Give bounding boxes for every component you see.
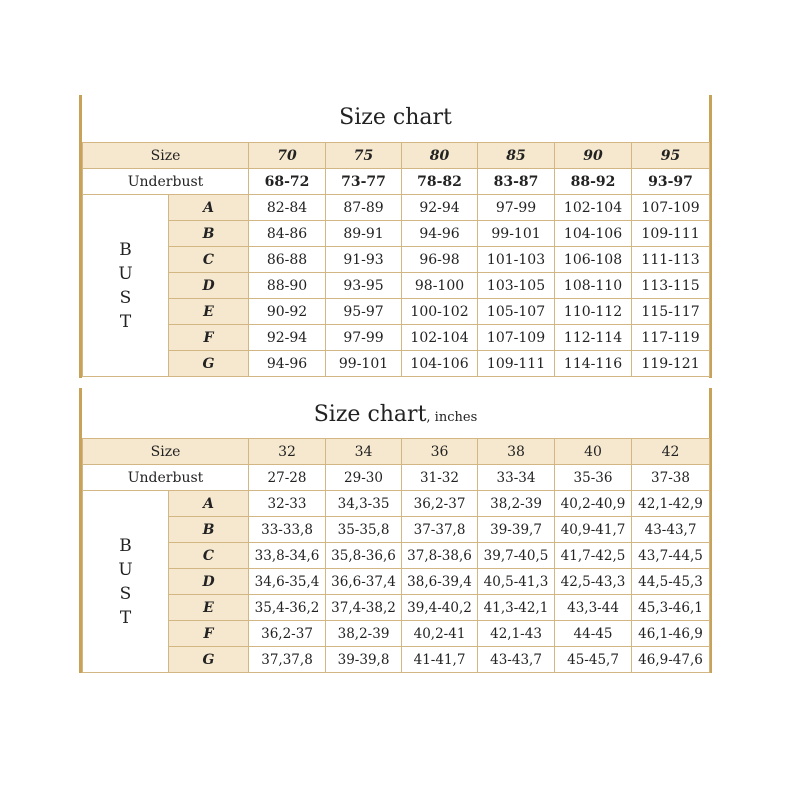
bust-value: 45,3-46,1 (632, 595, 710, 621)
bust-value: 43-43,7 (478, 647, 555, 673)
bust-row (83, 647, 710, 673)
bust-value: 42,1-42,9 (632, 491, 710, 517)
bust-value: 114-116 (555, 351, 632, 377)
size-value: 90 (555, 143, 632, 169)
bust-value: 106-108 (555, 247, 632, 273)
underbust-value: 31-32 (402, 465, 478, 491)
cup-label: F (169, 325, 249, 351)
bust-value: 103-105 (478, 273, 555, 299)
bust-value: 102-104 (402, 325, 478, 351)
size-table (82, 438, 710, 673)
bust-row (83, 595, 710, 621)
bust-value: 95-97 (326, 299, 402, 325)
bust-value: 104-106 (555, 221, 632, 247)
bust-value: 36,2-37 (402, 491, 478, 517)
bust-value: 112-114 (555, 325, 632, 351)
bust-letter: B (119, 239, 132, 260)
bust-value: 92-94 (249, 325, 326, 351)
cup-label: B (169, 221, 249, 247)
size-value: 80 (402, 143, 478, 169)
underbust-value: 78-82 (402, 169, 478, 195)
size-value: 40 (555, 439, 632, 465)
bust-value: 44-45 (555, 621, 632, 647)
bust-value: 97-99 (478, 195, 555, 221)
bust-value: 117-119 (632, 325, 710, 351)
size-label: Size (83, 143, 249, 169)
bust-value: 40,2-40,9 (555, 491, 632, 517)
underbust-label: Underbust (83, 465, 249, 491)
size-value: 38 (478, 439, 555, 465)
underbust-row (83, 169, 710, 195)
bust-value: 99-101 (478, 221, 555, 247)
bust-letter: S (119, 287, 132, 308)
underbust-value: 83-87 (478, 169, 555, 195)
bust-value: 37,8-38,6 (402, 543, 478, 569)
bust-value: 39-39,8 (326, 647, 402, 673)
cup-label: A (169, 195, 249, 221)
bust-value: 41-41,7 (402, 647, 478, 673)
bust-value: 107-109 (478, 325, 555, 351)
bust-value: 104-106 (402, 351, 478, 377)
bust-value: 39-39,7 (478, 517, 555, 543)
bust-letter: U (118, 559, 133, 580)
bust-value: 37,37,8 (249, 647, 326, 673)
bust-letter: U (118, 263, 133, 284)
bust-value: 92-94 (402, 195, 478, 221)
bust-value: 115-117 (632, 299, 710, 325)
bust-value: 110-112 (555, 299, 632, 325)
size-chart-cm (79, 95, 712, 378)
size-header-row (83, 439, 710, 465)
cup-label: E (169, 299, 249, 325)
bust-row (83, 569, 710, 595)
bust-value: 41,3-42,1 (478, 595, 555, 621)
bust-value: 87-89 (326, 195, 402, 221)
size-value: 42 (632, 439, 710, 465)
bust-value: 46,9-47,6 (632, 647, 710, 673)
bust-value: 94-96 (402, 221, 478, 247)
bust-value: 39,7-40,5 (478, 543, 555, 569)
bust-value: 109-111 (478, 351, 555, 377)
bust-value: 100-102 (402, 299, 478, 325)
size-value: 75 (326, 143, 402, 169)
underbust-value: 68-72 (249, 169, 326, 195)
bust-row (83, 491, 710, 517)
size-value: 34 (326, 439, 402, 465)
bust-value: 35,8-36,6 (326, 543, 402, 569)
bust-value: 34,6-35,4 (249, 569, 326, 595)
bust-value: 41,7-42,5 (555, 543, 632, 569)
size-label: Size (83, 439, 249, 465)
bust-value: 34,3-35 (326, 491, 402, 517)
bust-label (83, 491, 169, 673)
bust-value: 38,2-39 (326, 621, 402, 647)
underbust-value: 88-92 (555, 169, 632, 195)
underbust-value: 93-97 (632, 169, 710, 195)
bust-row (83, 543, 710, 569)
bust-letters (83, 536, 168, 628)
size-value: 70 (249, 143, 326, 169)
underbust-value: 37-38 (632, 465, 710, 491)
bust-row (83, 273, 710, 299)
bust-value: 88-90 (249, 273, 326, 299)
cup-label: D (169, 273, 249, 299)
bust-value: 89-91 (326, 221, 402, 247)
bust-letter: T (119, 311, 132, 332)
bust-row (83, 351, 710, 377)
bust-value: 44,5-45,3 (632, 569, 710, 595)
cup-label: C (169, 543, 249, 569)
cup-label: G (169, 351, 249, 377)
bust-value: 45-45,7 (555, 647, 632, 673)
underbust-value: 29-30 (326, 465, 402, 491)
bust-value: 98-100 (402, 273, 478, 299)
cup-label: G (169, 647, 249, 673)
chart-title: Size chart, inches (313, 402, 478, 427)
bust-row (83, 517, 710, 543)
bust-row (83, 325, 710, 351)
bust-value: 107-109 (632, 195, 710, 221)
underbust-value: 73-77 (326, 169, 402, 195)
bust-value: 108-110 (555, 273, 632, 299)
cup-label: B (169, 517, 249, 543)
bust-value: 35-35,8 (326, 517, 402, 543)
bust-letter: S (119, 583, 132, 604)
bust-value: 101-103 (478, 247, 555, 273)
cup-label: E (169, 595, 249, 621)
underbust-value: 33-34 (478, 465, 555, 491)
bust-value: 96-98 (402, 247, 478, 273)
bust-value: 84-86 (249, 221, 326, 247)
bust-value: 82-84 (249, 195, 326, 221)
bust-value: 99-101 (326, 351, 402, 377)
bust-value: 102-104 (555, 195, 632, 221)
bust-letter: T (119, 607, 132, 628)
size-header-row (83, 143, 710, 169)
bust-row (83, 195, 710, 221)
bust-letter: B (119, 535, 132, 556)
bust-value: 40,9-41,7 (555, 517, 632, 543)
bust-value: 40,2-41 (402, 621, 478, 647)
bust-row (83, 621, 710, 647)
bust-value: 113-115 (632, 273, 710, 299)
underbust-row (83, 465, 710, 491)
underbust-value: 35-36 (555, 465, 632, 491)
bust-value: 109-111 (632, 221, 710, 247)
bust-value: 40,5-41,3 (478, 569, 555, 595)
bust-value: 32-33 (249, 491, 326, 517)
underbust-value: 27-28 (249, 465, 326, 491)
bust-value: 86-88 (249, 247, 326, 273)
bust-value: 90-92 (249, 299, 326, 325)
bust-value: 91-93 (326, 247, 402, 273)
size-value: 85 (478, 143, 555, 169)
underbust-label: Underbust (83, 169, 249, 195)
bust-value: 35,4-36,2 (249, 595, 326, 621)
bust-row (83, 299, 710, 325)
bust-value: 33,8-34,6 (249, 543, 326, 569)
bust-value: 37,4-38,2 (326, 595, 402, 621)
bust-value: 37-37,8 (402, 517, 478, 543)
size-value: 32 (249, 439, 326, 465)
size-value: 95 (632, 143, 710, 169)
bust-value: 36,2-37 (249, 621, 326, 647)
cup-label: A (169, 491, 249, 517)
bust-value: 33-33,8 (249, 517, 326, 543)
bust-value: 43,3-44 (555, 595, 632, 621)
size-table-body (83, 439, 710, 673)
bust-value: 119-121 (632, 351, 710, 377)
cup-label: C (169, 247, 249, 273)
bust-value: 43,7-44,5 (632, 543, 710, 569)
bust-value: 46,1-46,9 (632, 621, 710, 647)
bust-value: 105-107 (478, 299, 555, 325)
cup-label: F (169, 621, 249, 647)
bust-row (83, 247, 710, 273)
chart-title: Size chart (339, 105, 452, 130)
size-table (82, 142, 710, 377)
bust-value: 42,5-43,3 (555, 569, 632, 595)
bust-value: 39,4-40,2 (402, 595, 478, 621)
bust-letters (83, 240, 168, 332)
bust-value: 42,1-43 (478, 621, 555, 647)
bust-value: 38,2-39 (478, 491, 555, 517)
bust-value: 97-99 (326, 325, 402, 351)
bust-value: 111-113 (632, 247, 710, 273)
bust-value: 93-95 (326, 273, 402, 299)
bust-value: 94-96 (249, 351, 326, 377)
bust-value: 38,6-39,4 (402, 569, 478, 595)
size-table-body (83, 143, 710, 377)
bust-label (83, 195, 169, 377)
cup-label: D (169, 569, 249, 595)
bust-value: 36,6-37,4 (326, 569, 402, 595)
size-value: 36 (402, 439, 478, 465)
bust-value: 43-43,7 (632, 517, 710, 543)
bust-row (83, 221, 710, 247)
size-chart-inches (79, 388, 712, 673)
